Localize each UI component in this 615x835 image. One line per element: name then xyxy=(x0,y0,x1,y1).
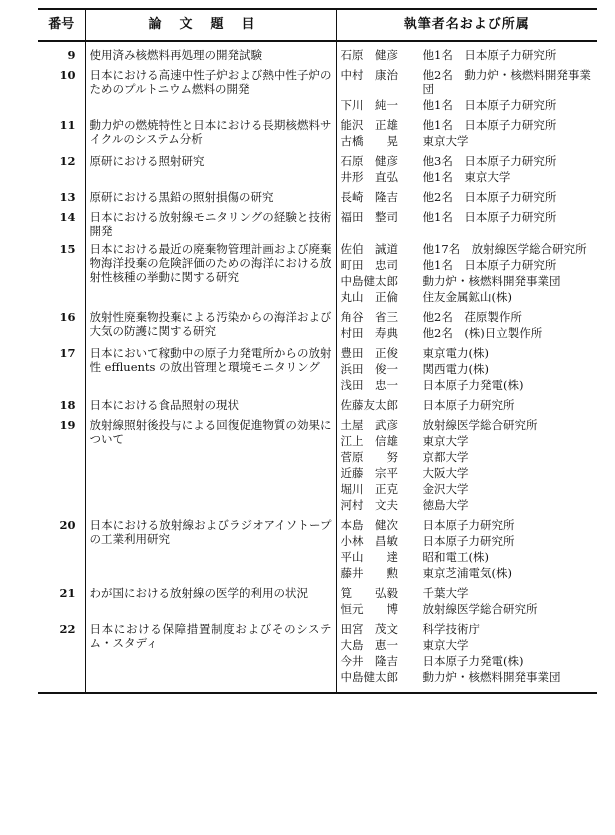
author-name: 大島 恵一 xyxy=(340,638,398,652)
author-list xyxy=(336,518,597,586)
author-name: 石原 健彦 xyxy=(340,154,398,168)
author-affiliation: 他1名 日本原子力研究所 xyxy=(422,258,557,272)
table-row xyxy=(38,518,597,586)
author-affiliation: 東京大学 xyxy=(422,638,469,652)
author-name: 筧 弘毅 xyxy=(340,586,398,600)
author-entry xyxy=(341,310,594,324)
author-entry xyxy=(341,242,594,256)
author-name: 今井 隆吉 xyxy=(340,654,398,668)
table-row xyxy=(38,242,597,310)
author-entry xyxy=(341,434,594,448)
author-entry xyxy=(341,190,594,204)
author-entry xyxy=(341,466,594,480)
author-entry xyxy=(341,258,594,272)
author-name: 長崎 隆吉 xyxy=(340,190,398,204)
paper-title: 使用済み核燃料再処理の開発試験 xyxy=(85,41,336,68)
author-entry xyxy=(341,566,594,580)
author-affiliation: 日本原子力発電(株) xyxy=(422,378,524,392)
paper-title: 動力炉の燃焼特性と日本における長期核燃料サイクルのシステム分析 xyxy=(85,118,336,154)
table-row xyxy=(38,41,597,68)
paper-number: 15 xyxy=(59,242,76,256)
author-name: 佐藤友太郎 xyxy=(340,398,398,412)
author-name: 丸山 正倫 xyxy=(340,290,398,304)
author-affiliation: 放射線医学総合研究所 xyxy=(422,602,538,616)
author-affiliation: 日本原子力研究所 xyxy=(422,518,515,532)
author-affiliation: 東京大学 xyxy=(422,134,469,148)
table-row xyxy=(38,210,597,242)
author-list xyxy=(336,210,597,242)
header-number: 番号 xyxy=(38,9,85,41)
author-name: 菅原 努 xyxy=(340,450,398,464)
author-entry xyxy=(341,48,594,62)
author-affiliation: 東京芝浦電気(株) xyxy=(422,566,512,580)
paper-title: 放射線照射後投与による回復促進物質の効果について xyxy=(85,418,336,518)
paper-title: 原研における照射研究 xyxy=(85,154,336,190)
author-affiliation: 他2名 日本原子力研究所 xyxy=(422,190,557,204)
author-entry xyxy=(341,290,594,304)
author-name: 下川 純一 xyxy=(340,98,398,112)
author-name: 江上 信雄 xyxy=(340,434,398,448)
author-entry xyxy=(341,534,594,548)
author-entry xyxy=(341,362,594,376)
author-entry xyxy=(341,498,594,512)
table-row xyxy=(38,622,597,693)
author-entry xyxy=(341,210,594,224)
author-affiliation: 関西電力(株) xyxy=(422,362,489,376)
paper-number: 19 xyxy=(59,418,76,432)
author-name: 浅田 忠一 xyxy=(340,378,398,392)
table-row xyxy=(38,310,597,346)
author-name: 町田 忠司 xyxy=(340,258,398,272)
author-list xyxy=(336,398,597,418)
paper-title: 日本における放射線およびラジオアイソトープの工業利用研究 xyxy=(85,518,336,586)
author-entry xyxy=(341,450,594,464)
author-affiliation: 千葉大学 xyxy=(422,586,469,600)
author-entry xyxy=(341,638,594,652)
author-affiliation: 他1名 日本原子力研究所 xyxy=(422,98,557,112)
author-name: 福田 整司 xyxy=(340,210,398,224)
author-name: 小林 昌敏 xyxy=(340,534,398,548)
author-affiliation: 大阪大学 xyxy=(422,466,469,480)
author-list xyxy=(336,242,597,310)
author-entry xyxy=(341,398,594,412)
author-name: 角谷 省三 xyxy=(340,310,398,324)
author-affiliation: 放射線医学総合研究所 xyxy=(422,418,538,432)
paper-title: 日本における保障措置制度およびそのシステム・スタディ xyxy=(85,622,336,693)
author-entry xyxy=(341,274,594,288)
table-row xyxy=(38,418,597,518)
paper-title: 日本における高速中性子炉および熱中性子炉のためのプルトニウム燃料の開発 xyxy=(85,68,336,118)
author-affiliation: 他1名 日本原子力研究所 xyxy=(422,48,557,62)
author-list xyxy=(336,41,597,68)
author-affiliation: 他2名 荏原製作所 xyxy=(422,310,522,324)
table-body xyxy=(38,41,597,693)
paper-title: 放射性廃棄物投棄による汚染からの海洋および大気の防護に関する研究 xyxy=(85,310,336,346)
author-entry xyxy=(341,670,594,684)
paper-number: 14 xyxy=(59,210,76,224)
author-name: 藤井 勲 xyxy=(340,566,398,580)
author-name: 浜田 俊一 xyxy=(340,362,398,376)
author-entry xyxy=(341,418,594,432)
author-name: 恒元 博 xyxy=(340,602,398,616)
author-affiliation: 他2名 動力炉・核燃料開発事業団 xyxy=(422,68,591,96)
paper-title: 日本における食品照射の現状 xyxy=(85,398,336,418)
author-entry xyxy=(341,154,594,168)
header-authors: 執筆者名および所属 xyxy=(336,9,597,41)
author-name: 佐伯 誠道 xyxy=(340,242,398,256)
author-entry xyxy=(341,68,594,96)
table-row xyxy=(38,398,597,418)
author-entry xyxy=(341,482,594,496)
paper-number: 11 xyxy=(59,118,76,132)
author-entry xyxy=(341,326,594,340)
author-affiliation: 昭和電工(株) xyxy=(422,550,489,564)
author-affiliation: 動力炉・核燃料開発事業団 xyxy=(422,274,561,288)
author-affiliation: 徳島大学 xyxy=(422,498,469,512)
author-affiliation: 他2名 (株)日立製作所 xyxy=(422,326,543,340)
author-name: 土屋 武彦 xyxy=(340,418,398,432)
author-list xyxy=(336,346,597,398)
author-entry xyxy=(341,622,594,636)
author-name: 河村 文夫 xyxy=(340,498,398,512)
table-row xyxy=(38,190,597,210)
table-row xyxy=(38,68,597,118)
author-affiliation: 東京電力(株) xyxy=(422,346,489,360)
author-entry xyxy=(341,602,594,616)
author-entry xyxy=(341,170,594,184)
author-entry xyxy=(341,346,594,360)
author-list xyxy=(336,154,597,190)
header-title: 論文題目 xyxy=(85,9,336,41)
papers-table xyxy=(38,8,597,694)
author-list xyxy=(336,68,597,118)
author-entry xyxy=(341,134,594,148)
paper-title: 日本において稼動中の原子力発電所からの放射性 effluents の放出管理と環境モニタリング xyxy=(85,346,336,398)
author-name: 本島 健次 xyxy=(340,518,398,532)
author-name: 石原 健彦 xyxy=(340,48,398,62)
author-affiliation: 動力炉・核燃料開発事業団 xyxy=(422,670,561,684)
author-affiliation: 住友金属鉱山(株) xyxy=(422,290,512,304)
author-list xyxy=(336,586,597,622)
author-affiliation: 他1名 日本原子力研究所 xyxy=(422,118,557,132)
author-list xyxy=(336,622,597,693)
author-name: 中村 康治 xyxy=(340,68,398,82)
author-affiliation: 日本原子力研究所 xyxy=(422,534,515,548)
author-affiliation: 京都大学 xyxy=(422,450,469,464)
author-entry xyxy=(341,98,594,112)
author-affiliation: 金沢大学 xyxy=(422,482,469,496)
paper-number: 18 xyxy=(59,398,76,412)
author-entry xyxy=(341,518,594,532)
paper-number: 20 xyxy=(59,518,76,532)
author-affiliation: 他17名 放射線医学総合研究所 xyxy=(422,242,587,256)
author-name: 近藤 宗平 xyxy=(340,466,398,480)
paper-title: 日本における放射線モニタリングの経験と技術開発 xyxy=(85,210,336,242)
author-name: 古橋 晃 xyxy=(340,134,398,148)
author-affiliation: 東京大学 xyxy=(422,434,469,448)
author-list xyxy=(336,310,597,346)
paper-number: 16 xyxy=(59,310,76,324)
author-entry xyxy=(341,378,594,392)
author-list xyxy=(336,418,597,518)
author-name: 井形 直弘 xyxy=(340,170,398,184)
author-affiliation: 日本原子力発電(株) xyxy=(422,654,524,668)
paper-number: 10 xyxy=(59,68,76,82)
author-name: 村田 寿典 xyxy=(340,326,398,340)
table-row xyxy=(38,586,597,622)
paper-number: 12 xyxy=(59,154,76,168)
author-entry xyxy=(341,586,594,600)
author-name: 豊田 正俊 xyxy=(340,346,398,360)
author-name: 能沢 正雄 xyxy=(340,118,398,132)
paper-number: 22 xyxy=(38,622,85,693)
paper-title: 日本における最近の廃棄物管理計画および廃棄物海洋投棄の危険評価のための海洋における放射性核種の挙動に関する研究 xyxy=(85,242,336,310)
author-affiliation: 他1名 東京大学 xyxy=(422,170,511,184)
author-list xyxy=(336,190,597,210)
table-row xyxy=(38,154,597,190)
paper-number: 21 xyxy=(59,586,76,600)
paper-number: 13 xyxy=(59,190,76,204)
author-affiliation: 科学技術庁 xyxy=(422,622,480,636)
table-header-row xyxy=(38,9,597,41)
paper-title: 原研における黒鉛の照射損傷の研究 xyxy=(85,190,336,210)
paper-title: わが国における放射線の医学的利用の状況 xyxy=(85,586,336,622)
author-affiliation: 他1名 日本原子力研究所 xyxy=(422,210,557,224)
author-name: 中島健太郎 xyxy=(340,670,398,684)
author-name: 堀川 正克 xyxy=(340,482,398,496)
author-name: 平山 達 xyxy=(340,550,398,564)
author-name: 田宮 茂文 xyxy=(340,622,398,636)
paper-number: 9 xyxy=(67,48,76,62)
author-entry xyxy=(341,118,594,132)
author-affiliation: 他3名 日本原子力研究所 xyxy=(422,154,557,168)
author-affiliation: 日本原子力研究所 xyxy=(422,398,515,412)
author-entry xyxy=(341,550,594,564)
author-name: 中島健太郎 xyxy=(340,274,398,288)
author-entry xyxy=(341,654,594,668)
paper-number: 17 xyxy=(59,346,76,360)
table-row xyxy=(38,118,597,154)
table-row xyxy=(38,346,597,398)
author-list xyxy=(336,118,597,154)
